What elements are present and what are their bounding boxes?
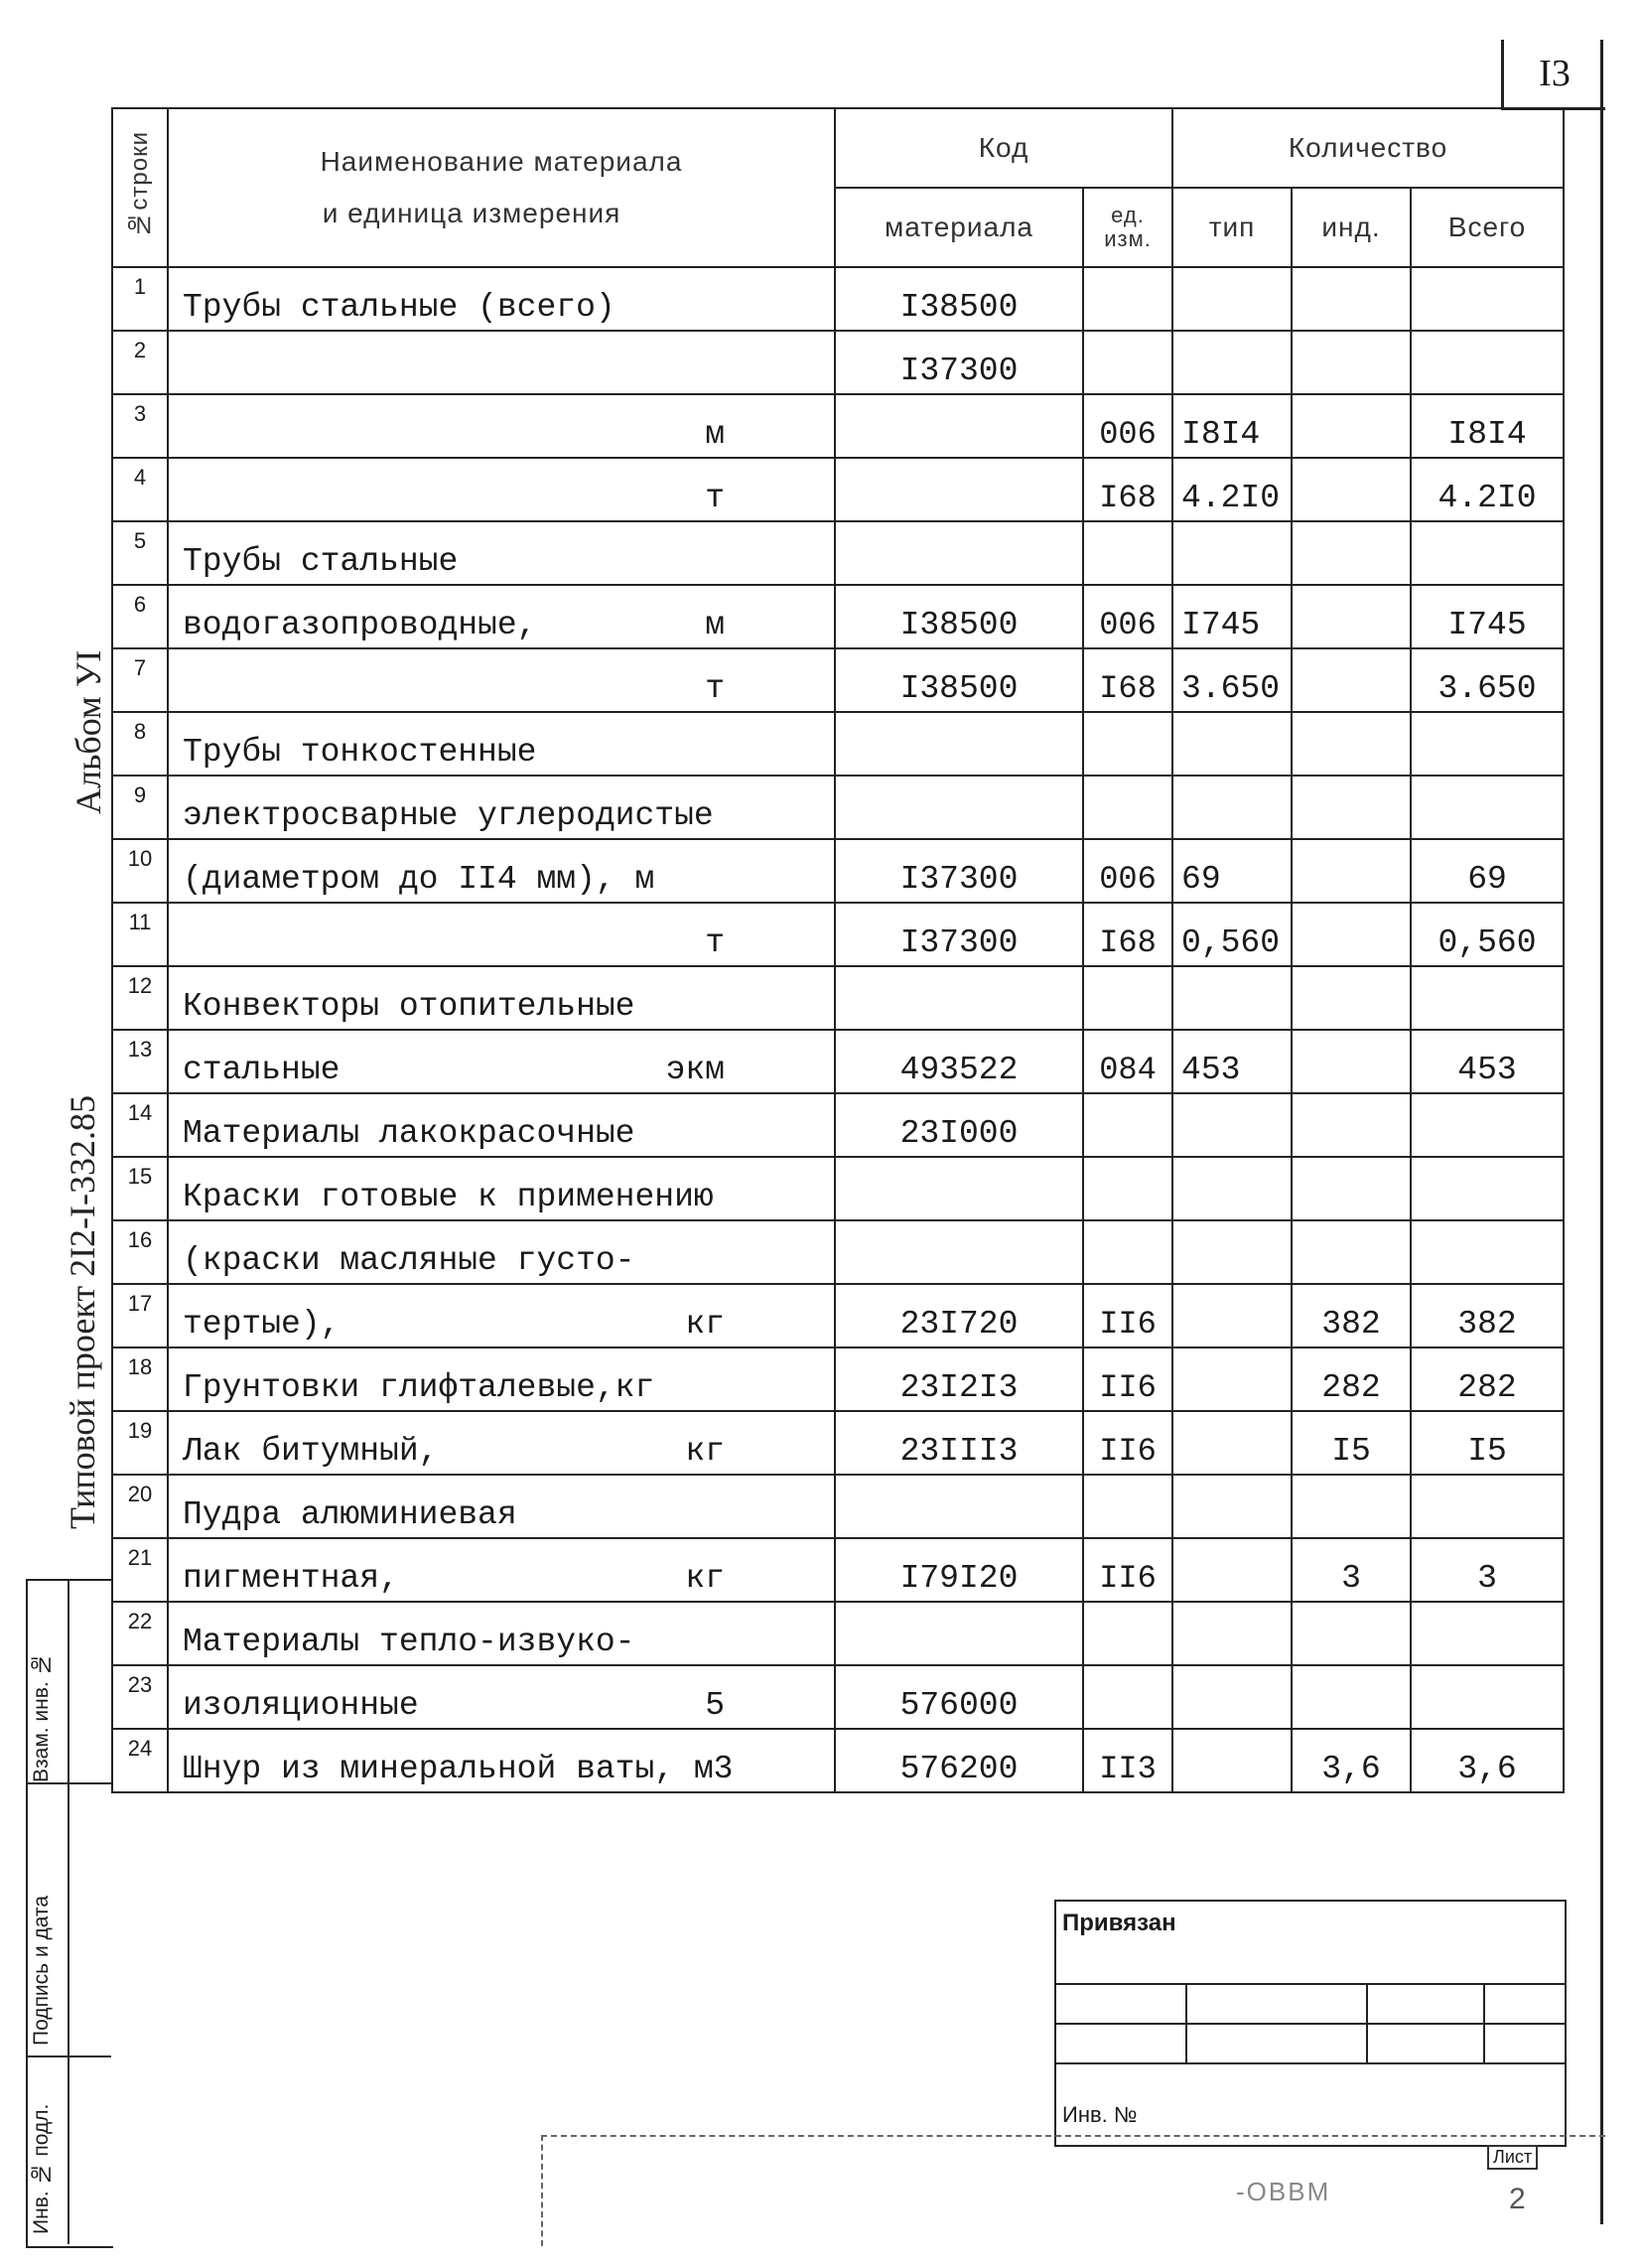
stamp-code: -ОВВМ	[1236, 2177, 1331, 2206]
row-number-header: №строки	[112, 108, 168, 267]
table-row: 13 стальные экм 493522 084 453 453	[112, 1030, 1564, 1093]
table-row: 11 т I37300 I68 0,560 0,560	[112, 903, 1564, 966]
materials-table	[111, 107, 1565, 1793]
table-row: 3 м 006 I8I4 I8I4	[112, 394, 1564, 458]
table-row: 2 I37300	[112, 331, 1564, 394]
table-row: 10 (диаметром до II4 мм), м I37300 006 69 69	[112, 839, 1564, 903]
project-label: Типовой проект 2I2-I-332.85	[63, 1094, 102, 1529]
table-row: 7 т I38500 I68 3.650 3.650	[112, 648, 1564, 712]
vzam-label: Взам. инв. №	[30, 1652, 53, 1782]
frame-right-line	[1600, 40, 1603, 2224]
stamp-inv-label: Инв. №	[1062, 2102, 1138, 2127]
table-row: 21 пигментная, кг I79I20 II6 3 3	[112, 1538, 1564, 1602]
stamp-title: Привязан	[1062, 1910, 1176, 1936]
binding-stamp	[1054, 1900, 1567, 2147]
podpis-label: Подпись и дата	[30, 1895, 53, 2046]
table-row: 8 Трубы тонкостенные	[112, 712, 1564, 776]
table-row: 23 изоляционные 5 576000	[112, 1665, 1564, 1729]
total-header: Всего	[1411, 188, 1564, 267]
sheet-number: 2	[1509, 2183, 1526, 2215]
table-row: 14 Материалы лакокрасочные 23I000	[112, 1093, 1564, 1157]
table-row: 15 Краски готовые к применению	[112, 1157, 1564, 1220]
table-row: 17 тертые), кг 23I720 II6 382 382	[112, 1284, 1564, 1347]
inv-podl-label: Инв. № подл.	[30, 2103, 53, 2234]
table-row: 1 Трубы стальные (всего) I38500	[112, 267, 1564, 331]
type-header: тип	[1172, 188, 1292, 267]
table-row: 6 водогазопроводные, м I38500 006 I745 I745	[112, 585, 1564, 648]
table-row: 12 Конвекторы отопительные	[112, 966, 1564, 1030]
code-header: Код	[835, 108, 1172, 188]
table-row: 5 Трубы стальные	[112, 521, 1564, 585]
table-row: 19 Лак битумный, кг 23III3 II6 I5 I5	[112, 1411, 1564, 1475]
material-code-header: материала	[835, 188, 1083, 267]
ind-header: инд.	[1292, 188, 1411, 267]
title-block-area	[541, 2135, 1605, 2246]
table-row: 9 электросварные углеродистые	[112, 776, 1564, 839]
quantity-header: Количество	[1172, 108, 1564, 188]
table-row: 4 т I68 4.2I0 4.2I0	[112, 458, 1564, 521]
table-row: 24 Шнур из минеральной ваты, м3 576200 II3 3,6 3,6	[112, 1729, 1564, 1792]
sheet-label: Лист	[1487, 2145, 1538, 2170]
table-row: 16 (краски масляные густо-	[112, 1220, 1564, 1284]
page-number: I3	[1501, 40, 1605, 110]
table-row: 22 Материалы тепло-извуко-	[112, 1602, 1564, 1665]
name-header: Наименование материала и единица измерения	[168, 108, 835, 267]
unit-code-header: ед. изм.	[1083, 188, 1172, 267]
table-row: 18 Грунтовки глифталевые,кг 23I2I3 II6 282 282	[112, 1347, 1564, 1411]
album-label: Альбом УI	[68, 649, 108, 814]
table-row: 20 Пудра алюминиевая	[112, 1475, 1564, 1538]
